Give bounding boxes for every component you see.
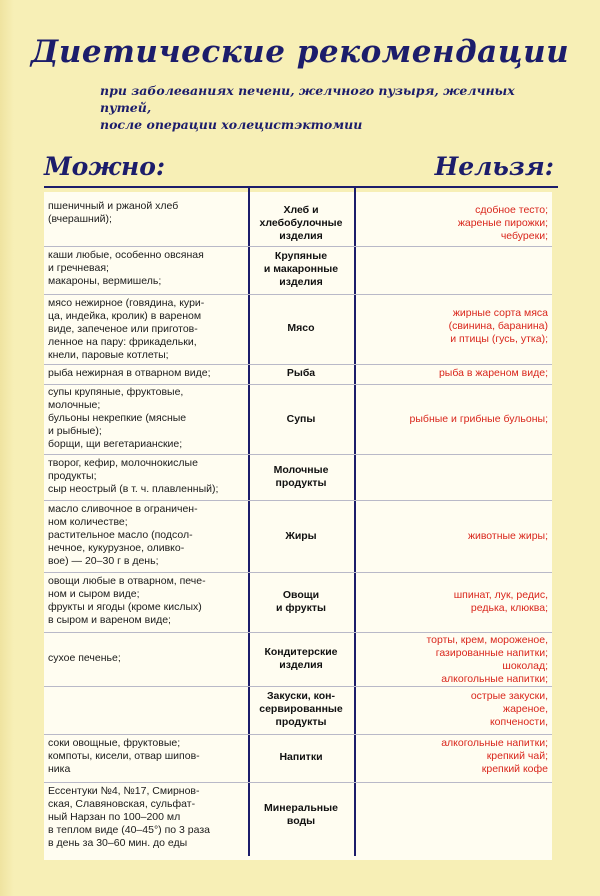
category-confectionery: Кондитерские изделия	[264, 646, 338, 671]
cannot-snacks: острые закуски, жареное, копчености,	[470, 690, 548, 728]
page-edge	[0, 0, 14, 896]
category-fats: Жиры	[285, 530, 317, 542]
header-rule	[44, 186, 558, 188]
table-row-meat	[44, 294, 552, 365]
can-bread: пшеничный и ржаной хлеб (вчерашний);	[48, 200, 179, 225]
can-mineral-water: Ессентуки №4, №17, Смирнов- ская, Славяновская, сульфат- ный Нарзан по 100–200 мл в теплом виде (40–45°) по 3 раза в день за 30–60 мин. до еды	[48, 785, 210, 849]
category-fish: Рыба	[286, 367, 316, 379]
category-bread: Хлеб и хлебобулочные изделия	[259, 204, 343, 242]
cannot-confectionery: торты, крем, мороженое, газированные напитки; шоколад; алкогольные напитки;	[426, 634, 548, 685]
cannot-bread: сдобное тесто; жареные пирожки; чебуреки;	[457, 204, 548, 242]
header-can: Можно:	[44, 152, 166, 181]
category-vegetables: Овощи и фрукты	[275, 589, 327, 614]
can-confectionery: сухое печенье;	[48, 652, 121, 664]
table-row-drinks	[44, 734, 552, 783]
category-drinks: Напитки	[279, 751, 323, 763]
can-soups: супы крупяные, фруктовые, молочные; бульоны некрепкие (мясные и рыбные); борщи, щи вегетарианские;	[48, 386, 187, 450]
table-row-confectionery	[44, 632, 552, 687]
can-dairy: творог, кефир, молочнокислые продукты; сыр неострый (в т. ч. плавленный);	[48, 457, 219, 495]
cannot-fish: рыба в жареном виде;	[438, 367, 548, 379]
can-vegetables: овощи любые в отварном, пече- ном и сыром виде; фрукты и ягоды (кроме кислых) в сыром и вареном виде;	[48, 575, 206, 626]
table-row-soups	[44, 384, 552, 455]
table-row-mineral-water	[44, 782, 552, 856]
table-row-bread	[44, 196, 552, 247]
category-meat: Мясо	[287, 322, 315, 334]
header-cannot: Нельзя:	[434, 152, 554, 181]
category-soups: Супы	[286, 413, 316, 425]
table-row-snacks	[44, 686, 552, 735]
cannot-meat: жирные сорта мяса (свинина, баранина) и птицы (гусь, утка);	[448, 307, 548, 345]
can-fats: масло сливочное в ограничен- ном количестве; растительное масло (подсол- нечное, кукурузное, оливко- вое) — 20–30 г в день;	[48, 503, 198, 567]
cannot-soups: рыбные и грибные бульоны;	[409, 413, 548, 425]
page-subtitle: при заболеваниях печени, желчного пузыря, желчных путей, после операции холецистэктомии	[100, 83, 515, 132]
cannot-drinks: алкогольные напитки; крепкий чай; крепкий кофе	[441, 737, 548, 775]
can-meat: мясо нежирное (говядина, кури- ца, индейка, кролик) в вареном виде, запеченое или приготов- ленное на пару: фрикадельки, кнели, паровые котлеты;	[48, 297, 205, 361]
category-snacks: Закуски, кон- сервированные продукты	[259, 690, 343, 728]
category-dairy: Молочные продукты	[273, 464, 329, 489]
table-row-vegetables	[44, 572, 552, 633]
category-mineral-water: Минеральные воды	[264, 802, 338, 827]
cannot-vegetables: шпинат, лук, редис, редька, клюква;	[453, 589, 548, 614]
can-drinks: соки овощные, фруктовые; компоты, кисели, отвар шипов- ника	[48, 737, 200, 775]
can-fish: рыба нежирная в отварном виде;	[48, 367, 211, 379]
category-grains: Крупяные и макаронные изделия	[263, 250, 339, 288]
table-row-fats	[44, 500, 552, 573]
table-row-grains	[44, 246, 552, 295]
can-grains: каши любые, особенно овсяная и гречневая; макароны, вермишель;	[48, 249, 204, 287]
page-title: Диетические рекомендации	[30, 34, 570, 70]
table-row-dairy	[44, 454, 552, 501]
table-row-fish	[44, 364, 552, 385]
cannot-fats: животные жиры;	[467, 530, 548, 542]
